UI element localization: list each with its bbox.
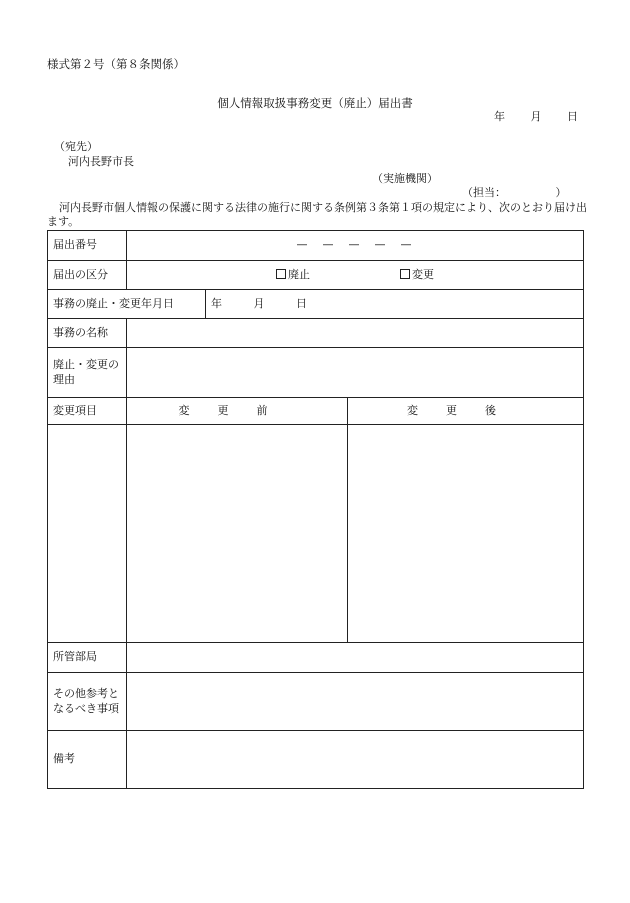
header-after-change: 変更後 bbox=[348, 398, 584, 425]
checkbox-icon bbox=[276, 269, 286, 279]
document-title: 個人情報取扱事務変更（廃止）届出書 bbox=[217, 96, 413, 110]
addressee-label: （宛先） bbox=[54, 140, 98, 153]
label-change-items: 変更項目 bbox=[48, 398, 127, 425]
statement-text: 河内長野市個人情報の保護に関する法律の施行に関する条例第３条第１項の規定により、次のとおり届け出ます。 bbox=[47, 201, 587, 228]
before-change-field[interactable] bbox=[127, 425, 348, 643]
row-other bbox=[48, 673, 584, 731]
row-notification-type bbox=[48, 261, 584, 290]
row-reason bbox=[48, 348, 584, 398]
label-notification-type: 届出の区分 bbox=[48, 261, 127, 290]
label-business-name: 事務の名称 bbox=[48, 319, 127, 348]
checkbox-change[interactable] bbox=[400, 268, 434, 282]
row-change-items-content bbox=[48, 425, 584, 643]
header-before-change: 変更前 bbox=[127, 398, 348, 425]
reason-field[interactable] bbox=[127, 348, 584, 398]
change-date-field[interactable]: 年 月 日 bbox=[206, 290, 584, 319]
row-notification-number bbox=[48, 231, 584, 261]
department-field[interactable] bbox=[127, 643, 584, 673]
form-number-label: 様式第２号（第８条関係） bbox=[47, 57, 185, 71]
checkbox-abolition-label: 廃止 bbox=[288, 267, 311, 281]
label-department: 所管部局 bbox=[48, 643, 127, 673]
change-item-field[interactable] bbox=[48, 425, 127, 643]
label-remarks: 備考 bbox=[48, 731, 127, 789]
row-remarks bbox=[48, 731, 584, 789]
notification-number-field[interactable]: — — — — — bbox=[127, 231, 584, 261]
row-department bbox=[48, 643, 584, 673]
after-change-field[interactable] bbox=[348, 425, 584, 643]
label-notification-number: 届出番号 bbox=[48, 231, 127, 261]
notification-type-field bbox=[127, 261, 584, 290]
organization-label: （実施機関） bbox=[372, 172, 438, 185]
checkbox-change-label: 変更 bbox=[412, 267, 435, 281]
row-business-name bbox=[48, 319, 584, 348]
other-field[interactable] bbox=[127, 673, 584, 731]
submission-date: 年 月 日 bbox=[494, 110, 578, 123]
notification-form-table bbox=[47, 230, 584, 789]
checkbox-abolition[interactable] bbox=[276, 268, 310, 282]
row-change-date bbox=[48, 290, 584, 319]
label-change-date: 事務の廃止・変更年月日 bbox=[48, 290, 206, 319]
business-name-field[interactable] bbox=[127, 319, 584, 348]
remarks-field[interactable] bbox=[127, 731, 584, 789]
addressee-name: 河内長野市長 bbox=[68, 155, 134, 168]
label-other: その他参考となるべき事項 bbox=[48, 673, 127, 731]
row-change-items-header bbox=[48, 398, 584, 425]
contact-person: （担当： ） bbox=[462, 186, 567, 199]
checkbox-icon bbox=[400, 269, 410, 279]
label-reason: 廃止・変更の理由 bbox=[48, 348, 127, 398]
